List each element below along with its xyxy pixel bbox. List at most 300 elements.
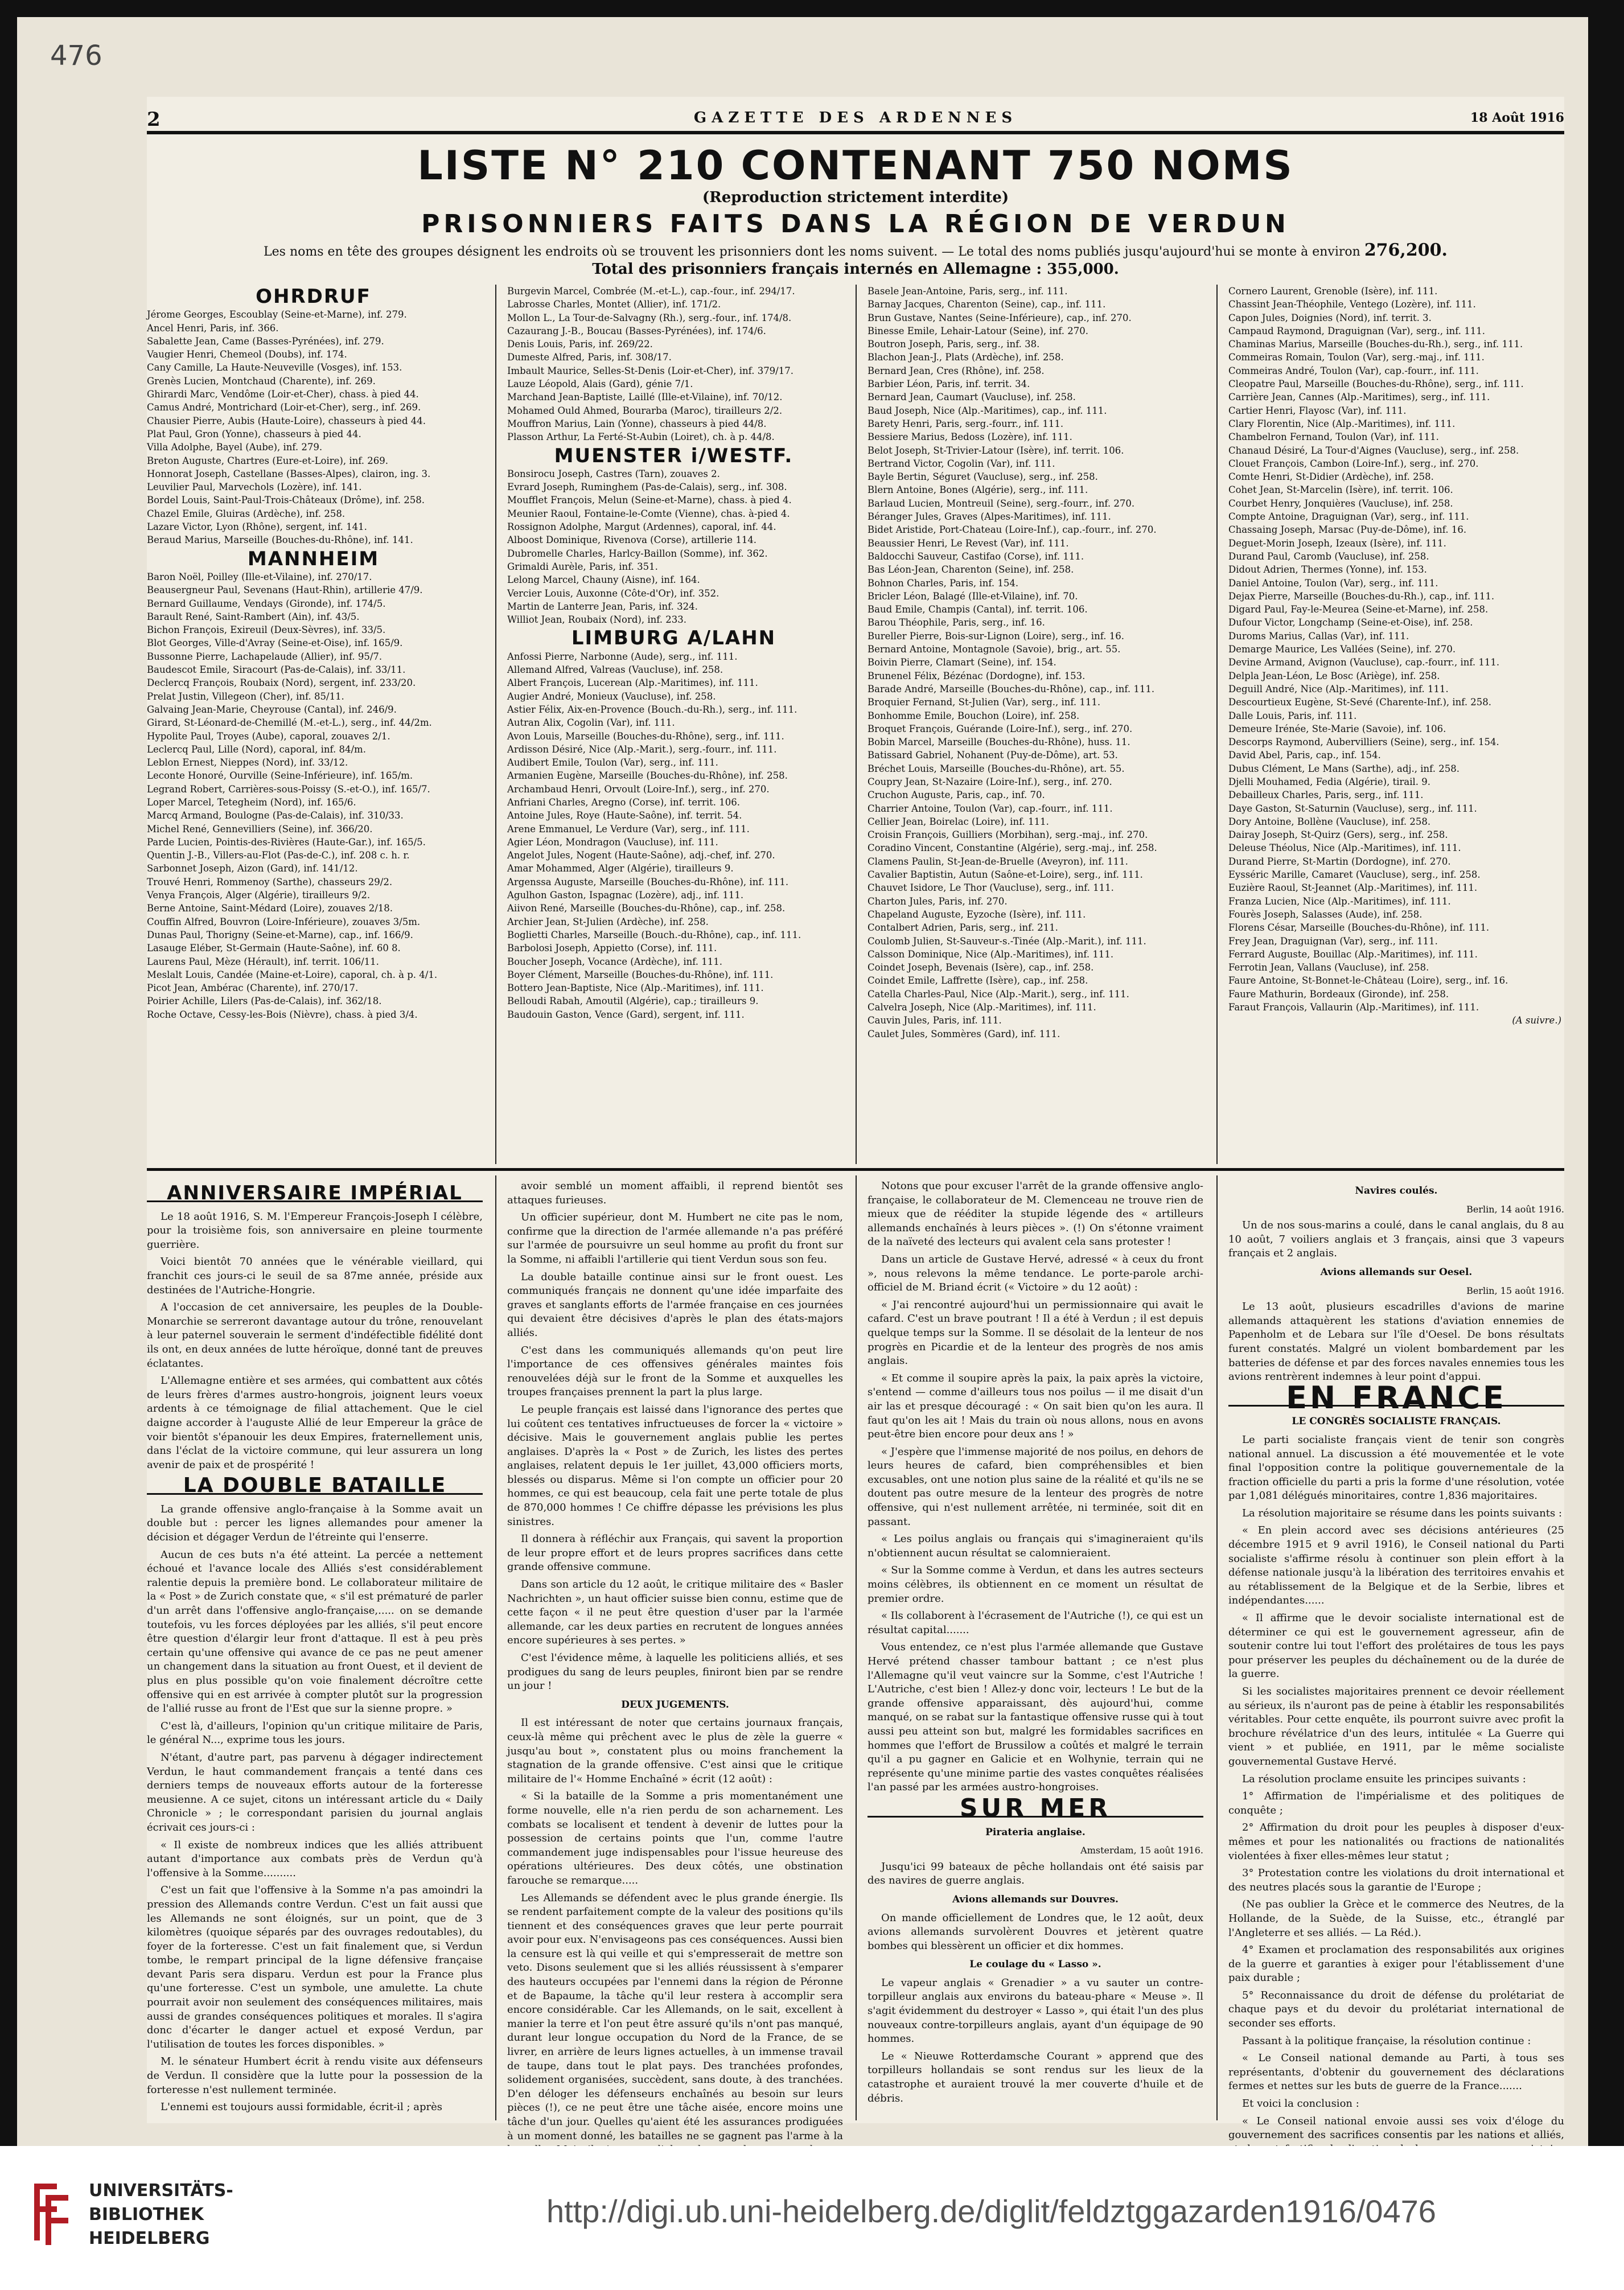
paragraph: Notons que pour excuser l'arrêt de la grande offensive anglo-française, le collaborateur de M. Clemenceau ne trouve rien de mieux que de rééditer la stupide légende des « artilleurs allemands enchaînés à leurs pièces ». (!) On s'étonne vraiment de la naïveté des lecteurs qui avalent cela sans protester !	[867, 1180, 1203, 1248]
prisoner-entry: Chauvet Isidore, Le Thor (Vaucluse), serg., inf. 111.	[867, 882, 1114, 894]
prisoner-entry: Argenssa Auguste, Marseille (Bouches-du-Rhône), inf. 111.	[507, 876, 789, 887]
paragraph: « Le Conseil national envoie aussi ses voix d'éloge du gouvernement des sacrifices consentis par les nations et alliés,	[1228, 2115, 1564, 2141]
prisoner-entry: Bobin Marcel, Marseille (Bouches-du-Rhône), huss. 11.	[867, 737, 1130, 748]
prisoner-entry: Bonhomme Emile, Bouchon (Loire), inf. 258.	[867, 710, 1080, 721]
paragraph: « Si la bataille de la Somme a pris momentanément une forme nouvelle, elle n'a rien perdu de son acharnement. Les combats se localisent et tendent à devenir de luttes pour la possession de certains points que l'un, comme l'autre commandement juge indispensables pour l'issue heureuse des opérations ultérieures. Des deux côtés, une obstination farouche se remarque.....	[507, 1790, 843, 1886]
prisoner-entry: Roche Octave, Cessy-les-Bois (Nièvre), chass. à pied 3/4.	[147, 1009, 418, 1020]
reproduction-note: (Reproduction strictement interdite)	[702, 189, 1009, 206]
prisoner-entry: Leconte Honoré, Ourville (Seine-Inférieure), inf. 165/m.	[147, 770, 413, 782]
prisoner-entry: Caulet Jules, Sommères (Gard), inf. 111.	[867, 1028, 1060, 1039]
prisoner-entry: Barault René, Saint-Rambert (Ain), inf. 43/5.	[147, 611, 360, 622]
article-body	[867, 1911, 1203, 1954]
list-title: LISTE N° 210 CONTENANT 750 NOMS	[417, 142, 1294, 189]
paragraph: 3° Protestation contre les violations du droit international et des neutres placés sous la garantie de l'Europe ;	[1228, 1867, 1564, 1893]
subheading-avions-oesel: Avions allemands sur Oesel.	[1320, 1266, 1473, 1278]
prisoner-entry: Plat Paul, Gron (Yonne), chasseurs à pied 44.	[147, 428, 361, 439]
section-divider	[147, 1168, 1564, 1171]
column-rule	[495, 1175, 496, 2120]
article-body	[147, 1503, 483, 2115]
prisoner-entry: Galvaing Jean-Marie, Cheyrouse (Cantal), inf. 246/9.	[147, 704, 397, 715]
prisoner-entry: Dejax Pierre, Marseille (Bouches-du-Rh.), cap., inf. 111.	[1228, 590, 1495, 602]
prisoner-entry: Labrosse Charles, Montet (Allier), inf. 171/2.	[507, 299, 721, 310]
column-rule	[1216, 285, 1218, 1164]
prisoner-entry: Beraud Marius, Marseille (Bouches-du-Rhône), inf. 141.	[147, 535, 413, 546]
article-body	[867, 1860, 1203, 1888]
prisoner-entry: Bréchet Louis, Marseille (Bouches-du-Rhône), art. 55.	[867, 763, 1125, 774]
prisoner-entry: David Abel, Paris, cap., inf. 154.	[1228, 750, 1381, 761]
prisoner-entry: Croisin François, Guilliers (Morbihan), serg.-maj., inf. 270.	[867, 829, 1148, 841]
prisoner-entry: Chassint Jean-Théophile, Ventego (Lozère), inf. 111.	[1228, 299, 1476, 310]
prisoner-entry: Sarbonnet Joseph, Aizon (Gard), inf. 141/12.	[147, 863, 358, 874]
prisoner-entry: Honnorat Joseph, Castellane (Basses-Alpes), clairon, ing. 3.	[147, 468, 431, 479]
prisoner-entry: Bernard Antoine, Montagnole (Savoie), brig., art. 55.	[867, 644, 1121, 655]
prisoner-entry: Descorps Raymond, Aubervilliers (Seine), serg., inf. 154.	[1228, 737, 1499, 748]
prisoner-entry: Cohet Jean, St-Marcelin (Isère), inf. territ. 106.	[1228, 484, 1453, 496]
prisoner-entry: Commeiras Romain, Toulon (Var), serg.-maj., inf. 111.	[1228, 352, 1485, 363]
prisoner-entry: Parde Lucien, Pointis-des-Rivières (Haute-Gar.), inf. 165/5.	[147, 836, 426, 848]
paragraph: Le « Nieuwe Rotterdamsche Courant » apprend que des torpilleurs hollandais se sont rendus sur les lieux de la catastrophe et auraient trouvé la mer couverte d'huile et de débris.	[867, 2050, 1203, 2104]
subheading-lasso: Le coulage du « Lasso ».	[969, 1959, 1101, 1971]
prisoner-entry: Capon Jules, Doignies (Nord), inf. territ. 3.	[1228, 312, 1432, 323]
prisoner-entry: Bussonne Pierre, Lachapelaude (Allier), inf. 95/7.	[147, 651, 383, 662]
prisoner-entry: Legrand Robert, Carrières-sous-Poissy (S.-et-O.), inf. 165/7.	[147, 783, 430, 795]
prisoner-entry: Martin de Lanterre Jean, Paris, inf. 324.	[507, 601, 698, 612]
prisoner-entry: Bernard Jean, Cres (Rhône), inf. 258.	[867, 365, 1045, 376]
prisoner-entry: Laurens Paul, Mèze (Hérault), inf. territ. 106/11.	[147, 956, 379, 967]
paragraph: Les Allemands se défendent avec le plus grande énergie. Ils se rendent parfaitement compte de la valeur des positions qu'ils tiennent et des conséquences graves que leur perte pourrait avoir pour eux. N'envisageons pas ces conséquences. Aussi bien la censure est là qui veille et qui s'empresserait de mettre son veto. Disons seulement que si les alliés réussissent à s'emparer des hauteurs occupées par l'ennemi dans la région de Péronne et de Bapaume, la tâche qu'il leur restera à accomplir sera encore considérable. Car les Allemands, on le sait, excellent à manier la terre et l'on peut être assuré qu'ils n'ont pas manqué, durant leur longue occupation du Nord de la France, de se livrer, en arrière de leurs lignes actuelles, à un immense travail de taupe, dans tout le plat pays. Des tranchées profondes, solidement organisées, succèdent, sans doute, à des tranchées. D'en déloger les défenseurs enchaînés au besoin sur leurs pièces (!), ce ne peut être une tâche aisée, encore moins une tâche d'un jour. Quelles qu'aient été les assurances prodiguées à un moment donné, les batailles ne se gagnent pas l'arme à la	[507, 1892, 843, 2142]
prisoner-entry: Boivin Pierre, Clamart (Seine), inf. 154.	[867, 657, 1056, 668]
paragraph: 4° Examen et proclamation des responsabilités aux origines de la guerre et garanties à exiger pour l'établissement d'une paix durable ;	[1228, 1944, 1564, 1984]
prisoner-entry: Dairay Joseph, St-Quirz (Gers), serg., inf. 258.	[1228, 829, 1448, 841]
prisoner-entry: Broquier Fernand, St-Julien (Var), serg., inf. 111.	[867, 697, 1101, 708]
prisoner-entry: Cruchon Auguste, Paris, cap., inf. 70.	[867, 790, 1045, 801]
margin-note: 476	[50, 40, 102, 72]
prisoner-entry: Moufflet François, Melun (Seine-et-Marne), chass. à pied 4.	[507, 495, 792, 506]
paragraph: Le vapeur anglais « Grenadier » a vu sauter un contre-torpilleur anglais aux environs du bateau-phare « Meuse ». Il s'agit évidemment du destroyer « Lasso », qui était l'un des plus nouveaux contre-torpilleurs anglais, ayant d'un équipage de 90 hommes.	[867, 1976, 1203, 2045]
prisoner-entry: Blachon Jean-J., Plats (Ardèche), inf. 258.	[867, 352, 1064, 363]
paragraph: « Il existe de nombreux indices que les alliés attribuent autant d'importance aux combats près de Verdun qu'à l'offensive à la Somme..........	[147, 1839, 483, 1879]
prisoner-entry: Barlaud Lucien, Montreuil (Seine), serg.-fourr., inf. 270.	[867, 498, 1135, 509]
prisoner-entry: Chapeland Auguste, Eyzoche (Isère), inf. 111.	[867, 908, 1086, 920]
prisoner-entry: Bayle Bertin, Séguret (Vaucluse), serg., inf. 258.	[867, 471, 1098, 483]
prisoner-entry: Beaussier Henri, Le Revest (Var), inf. 111.	[867, 537, 1069, 549]
prisoner-entry: Rossignon Adolphe, Margut (Ardennes), caporal, inf. 44.	[507, 521, 776, 533]
list-note-text: Les noms en tête des groupes désignent les endroits où se trouvent les prisonniers dont les noms suivent. — Le total des noms publiés jusqu'aujourd'hui se monte à environ	[264, 245, 1360, 259]
prisoner-entry: Daniel Antoine, Toulon (Var), serg., inf. 111.	[1228, 577, 1438, 589]
prisoner-entry: Mohamed Ould Ahmed, Bourarba (Maroc), tirailleurs 2/2.	[507, 405, 783, 416]
prisoner-entry: Durand Paul, Caromb (Vaucluse), inf. 258.	[1228, 550, 1429, 562]
paragraph: C'est là, d'ailleurs, l'opinion qu'un critique militaire de Paris, le général N..., exprime tous les jours.	[147, 1720, 483, 1746]
prisoner-entry: Cany Camille, La Haute-Neuveville (Vosges), inf. 153.	[147, 362, 402, 373]
prisoner-entry: Venya François, Alger (Algérie), tirailleurs 9/2.	[147, 890, 371, 901]
prisoner-entry: Loper Marcel, Tetegheim (Nord), inf. 165/6.	[147, 796, 356, 808]
prisoner-entry: Anfriani Charles, Aregno (Corse), inf. territ. 106.	[507, 796, 740, 808]
subheading-navires-coules: Navires coulés.	[1355, 1185, 1438, 1197]
article-column-3	[867, 1179, 1203, 2109]
prisoner-entry: Autran Alix, Cogolin (Var), inf. 111.	[507, 717, 675, 729]
prisoner-entry: Hypolite Paul, Troyes (Aube), caporal, zouaves 2/1.	[147, 730, 390, 742]
prisoner-entry: Dubromelle Charles, Harlcy-Baillon (Somme), inf. 362.	[507, 548, 768, 559]
prisoner-entry: Augier André, Monieux (Vaucluse), inf. 258.	[507, 690, 716, 702]
column-rule	[856, 1175, 857, 2120]
prisoner-entry: Ghirardi Marc, Vendôme (Loir-et-Cher), chass. à pied 44.	[147, 389, 419, 400]
prisoner-entry: Didout Adrien, Thermes (Yonne), inf. 153.	[1228, 564, 1427, 575]
prisoner-entry: Catella Charles-Paul, Nice (Alp.-Marit.), serg., inf. 111.	[867, 988, 1129, 1000]
scan-area	[17, 17, 1588, 2146]
prisoner-entry: Armanien Eugène, Marseille (Bouches-du-Rhône), inf. 258.	[507, 770, 788, 782]
paragraph: « En plein accord avec ses décisions antérieures (25 décembre 1915 et 9 avril 1916), le Conseil national du Parti socialiste s'affirme résolu à continuer son plein effort à la défense nationale jusqu'à la libération des territoires envahis et au rétablissement de la Belgique et de la Serbie, libres et indépendantes......	[1228, 1524, 1564, 1607]
prisoner-entry: Belloudi Rabah, Amoutil (Algérie), cap.; tirailleurs 9.	[507, 996, 759, 1007]
prisoner-entry: Barou Théophile, Paris, serg., inf. 16.	[867, 617, 1045, 628]
prisoner-entry: Commeiras André, Toulon (Var), cap.-fourr., inf. 111.	[1228, 365, 1479, 376]
prisoner-entry: Faure Mathurin, Bordeaux (Gironde), inf. 258.	[1228, 988, 1449, 1000]
prisoner-entry: Delpla Jean-Léon, Le Bosc (Ariège), inf. 258.	[1228, 670, 1440, 681]
prisoner-entry: Marchand Jean-Baptiste, Laillé (Ille-et-Vilaine), inf. 70/12.	[507, 392, 783, 403]
prisoner-entry: Beausergneur Paul, Sevenans (Haut-Rhin), artillerie 47/9.	[147, 585, 423, 596]
paragraph: avoir semblé un moment affaibli, il reprend bientôt ses attaques furieuses.	[507, 1180, 843, 1206]
paragraph: M. le sénateur Humbert écrit à rendu visite aux défenseurs de Verdun. Il considère que la lutte pour la possession de la forteresse n'est nullement terminée.	[147, 2055, 483, 2096]
prisoner-entry: Binesse Emile, Lehair-Latour (Seine), inf. 270.	[867, 325, 1089, 336]
list-total: Total des prisonniers français internés en Allemagne : 355,000.	[592, 261, 1119, 278]
page-number: 2	[147, 108, 161, 131]
prisoner-entry: Allemand Alfred, Valreas (Vaucluse), inf. 258.	[507, 664, 723, 676]
prisoner-entry: Bidet Aristide, Port-Chateau (Loire-Inf.), cap.-fourr., inf. 270.	[867, 524, 1157, 536]
prisoner-entry: Amar Mohammed, Alger (Algérie), tirailleurs 9.	[507, 863, 734, 874]
prisoner-entry: Dunas Paul, Thorigny (Seine-et-Marne), cap., inf. 166/9.	[147, 929, 413, 940]
paragraph: « J'ai rencontré aujourd'hui un permissionnaire qui avait le cafard. C'est un brave poutrant ! Il a été à Verdun ; il est depuis quelque temps sur la Somme. Il se désolait de la lenteur de nos progrès en Picardie et de la lenteur des progrès de nos amis anglais.	[867, 1298, 1203, 1367]
prisoner-entry: Boglietti Charles, Marseille (Bouch.-du-Rhône), cap., inf. 111.	[507, 929, 801, 940]
prisoner-entry: Angelot Jules, Nogent (Haute-Saône), adj.-chef, inf. 270.	[507, 850, 775, 861]
prisoner-entry: Deguill André, Nice (Alp.-Maritimes), inf. 111.	[1228, 683, 1449, 694]
subheading-deux-jugements: DEUX JUGEMENTS.	[621, 1699, 729, 1711]
prisoner-entry: Duroms Marius, Callas (Var), inf. 111.	[1228, 630, 1409, 642]
newspaper-name: GAZETTE DES ARDENNES	[693, 109, 1018, 126]
prisoner-entry: Dufour Victor, Longchamp (Seine-et-Oise), inf. 258.	[1228, 617, 1473, 628]
prisoner-column-1	[147, 285, 480, 1021]
paragraph: « Et comme il soupire après la paix, la paix après la victoire, s'entend — comme d'ailleurs tous nos poilus — il me disait d'un air las et presque découragé : « On sait bien qu'on les aura. Il faut qu'on les ait ! Mais du train où nous allons, nous en avons peut-être bien encore pour deux ans ! »	[867, 1372, 1203, 1441]
prisoner-entry: Brun Gustave, Nantes (Seine-Inférieure), cap., inf. 270.	[867, 312, 1132, 323]
prisoner-entry: Bordel Louis, Saint-Paul-Trois-Châteaux (Drôme), inf. 258.	[147, 495, 425, 506]
prisoner-entry: Cavalier Baptistin, Autun (Saône-et-Loire), serg., inf. 111.	[867, 869, 1143, 881]
prisoner-entry: Bernard Jean, Caumart (Vaucluse), inf. 258.	[867, 392, 1076, 403]
article-column-2	[507, 1179, 843, 2192]
prisoner-entry: Baldocchi Sauveur, Castifao (Corse), inf. 111.	[867, 550, 1084, 562]
prisoner-entry: Bureller Pierre, Bois-sur-Lignon (Loire), serg., inf. 16.	[867, 630, 1124, 642]
continued-note: (A suivre.)	[1512, 1015, 1561, 1026]
prisoner-entry: Euzière Raoul, St-Jeannet (Alp.-Maritimes), inf. 111.	[1228, 882, 1478, 894]
prisoner-entry: Béranger Jules, Graves (Alpes-Maritimes), inf. 111.	[867, 511, 1111, 523]
paragraph: Un de nos sous-marins a coulé, dans le canal anglais, du 8 au 10 août, 7 voiliers anglais et 3 français, ainsi que 3 vapeurs français et 2 anglais.	[1228, 1219, 1564, 1260]
library-name-line: HEIDELBERG	[89, 2229, 210, 2248]
camp-heading: LIMBURG A/LAHN	[571, 627, 776, 650]
subheading-avions-douvres: Avions allemands sur Douvres.	[952, 1893, 1119, 1905]
prisoner-entry: Chassaing Joseph, Marsac (Puy-de-Dôme), inf. 16.	[1228, 524, 1467, 536]
prisoner-column-3	[867, 285, 1200, 1041]
prisoner-entry: Vaugier Henri, Chemeol (Doubs), inf. 174.	[147, 349, 347, 360]
prisoner-entry: Bohnon Charles, Paris, inf. 154.	[867, 577, 1019, 589]
prisoner-entry: Archier Jean, St-Julien (Ardèche), inf. 258.	[507, 916, 709, 927]
library-name	[89, 2179, 233, 2251]
prisoner-entry: Grenès Lucien, Montchaud (Charente), inf. 269.	[147, 375, 376, 387]
prisoner-entry: Contalbert Adrien, Paris, serg., inf. 211.	[867, 922, 1058, 934]
prisoner-entry: Broquet François, Guérande (Loire-Inf.), serg., inf. 270.	[867, 723, 1133, 734]
prisoner-entry: Daye Gaston, St-Saturnin (Vaucluse), serg., inf. 111.	[1228, 803, 1477, 814]
prisoner-entry: Barbolosi Joseph, Appietto (Corse), inf. 111.	[507, 943, 717, 954]
paragraph: La double bataille continue ainsi sur le front ouest. Les communiqués français ne donnent qu'une idée imparfaite des graves et sanglants efforts de l'armée française en ces journées qui devaient être décisives d'après le plan des états-majors alliés.	[507, 1271, 843, 1339]
prisoner-entry: Arene Emmanuel, Le Verdure (Var), serg., inf. 111.	[507, 823, 750, 834]
prisoner-entry: Coindet Joseph, Bevenais (Isère), cap., inf. 258.	[867, 962, 1094, 973]
prisoner-entry: Cellier Jean, Boirelac (Loire), inf. 111.	[867, 816, 1049, 827]
article-body	[1228, 1433, 1564, 2170]
prisoner-entry: Barnay Jacques, Charenton (Seine), cap., inf. 111.	[867, 299, 1106, 310]
paragraph: L'Allemagne entière et ses armées, qui combattent aux côtés de leurs frères d'armes austro-hongrois, joignent leurs voeux ardents à ce témoignage de filial attachement. Que le ciel daigne accorder à l'auguste Allié de leur Empereur la grâce de voir bientôt s'épanouir les deux Empires, fraternellement unis, dans l'éclat de la victoire commune, qui leur assurera un long avenir de paix et de prospérité !	[147, 1375, 483, 1471]
prisoner-entry: Lauze Léopold, Alais (Gard), génie 7/1.	[507, 379, 693, 390]
paragraph: La résolution majoritaire se résume dans les points suivants :	[1242, 1507, 1563, 1519]
paragraph: Vous entendez, ce n'est plus l'armée allemande que Gustave Hervé prétend chasser tambour battant ; ce n'est plus l'Allemagne qu'il veut vaincre sur la Somme, c'est l'Autriche ! L'Autriche, c'est bien ! Allez-y donc voir, lecteurs ! Le but de la grande offensive apparaissant, dès aujourd'hui, comme manqué, on se rabat sur la fantastique offensive russe qui à tout aussi peu atteint son but, malgré les formidables sacrifices en hommes que l'effort de Brussilow a coûtés et malgré le terrain qu'il a pu gagner en Galicie et en Wolhynie, terrain qui ne représente qu'une minime partie des vastes conquêtes réalisées l'an passé par les armées austro-hongroises.	[867, 1641, 1203, 1794]
prisoner-entry: Poirier Achille, Lilers (Pas-de-Calais), inf. 362/18.	[147, 996, 382, 1007]
list-note-number: 276,200.	[1364, 240, 1448, 260]
prisoner-entry: Chaminas Marius, Marseille (Bouches-du-Rh.), serg., inf. 111.	[1228, 339, 1523, 350]
prisoner-entry: Frey Jean, Draguignan (Var), serg., inf. 111.	[1228, 935, 1438, 947]
paragraph: « Le Conseil national demande au Parti, à tous ses représentants, d'obtenir du gouvernement des déclarations fermes et nettes sur les buts de guerre de la France.......	[1228, 2052, 1564, 2092]
list-note	[147, 240, 1564, 260]
prisoner-entry: Michel René, Gennevilliers (Seine), inf. 366/20.	[147, 823, 373, 834]
dateline: Berlin, 14 août 1916.	[1466, 1203, 1564, 1215]
prisoner-entry: Faure Antoine, St-Bonnet-le-Château (Loire), serg., inf. 16.	[1228, 975, 1508, 986]
article-heading-sur-mer: SUR MER	[867, 1802, 1203, 1818]
prisoner-entry: Ferrard Auguste, Bouillac (Alp.-Maritimes), inf. 111.	[1228, 948, 1478, 960]
issue-date: 18 Août 1916	[1470, 110, 1564, 125]
prisoner-entry: Carrière Jean, Cannes (Alp.-Maritimes), serg., inf. 111.	[1228, 392, 1490, 403]
article-column-4	[1228, 1179, 1564, 2174]
prisoner-entry: Antoine Jules, Roye (Haute-Saône), inf. territ. 54.	[507, 810, 742, 821]
prisoner-entry: Fourès Joseph, Salasses (Aude), inf. 258.	[1228, 908, 1422, 920]
prisoner-entry: Charton Jules, Paris, inf. 270.	[867, 895, 1008, 907]
prisoner-entry: Demarge Maurice, Les Vallées (Seine), inf. 270.	[1228, 644, 1456, 655]
prisoner-entry: Cornero Laurent, Grenoble (Isère), inf. 111.	[1228, 286, 1438, 297]
prisoner-entry: Chazel Emile, Gluiras (Ardèche), inf. 258.	[147, 508, 346, 519]
prisoner-entry: Demeure Irénée, Ste-Marie (Savoie), inf. 106.	[1228, 723, 1446, 734]
prisoner-entry: Coindet Emile, Laffrette (Isère), cap., inf. 258.	[867, 975, 1088, 986]
article-body	[507, 1179, 843, 1693]
prisoner-entry: Djelli Mouhamed, Fedia (Algérie), tirail. 9.	[1228, 776, 1431, 787]
prisoner-entry: Baudescot Emile, Siracourt (Pas-de-Calais), inf. 33/11.	[147, 664, 406, 676]
prisoner-entry: Cauvin Jules, Paris, inf. 111.	[867, 1015, 1002, 1026]
paragraph: C'est dans les communiqués allemands qu'on peut lire l'importance de ces offensives générales maintes fois renouvelées déjà sur le front de la Somme et auxquelles les troupes françaises prennent la part la plus large.	[507, 1344, 843, 1399]
prisoner-entry: Clouet François, Cambon (Loire-Inf.), serg., inf. 270.	[1228, 458, 1479, 469]
prisoner-entry: Meslalt Louis, Candée (Maine-et-Loire), caporal, ch. à p. 4/1.	[147, 969, 438, 980]
prisoner-entry: Deleuse Théolus, Nice (Alp.-Maritimes), inf. 111.	[1228, 842, 1461, 854]
prisoner-entry: Descourtieux Eugène, St-Sevé (Charente-Inf.), inf. 258.	[1228, 697, 1492, 708]
prisoner-column-2	[507, 285, 840, 1021]
prisoner-entry: Baud Emile, Champis (Cantal), inf. territ. 106.	[867, 604, 1088, 615]
prisoner-entry: Chambelron Fernand, Toulon (Var), inf. 111.	[1228, 431, 1439, 443]
prisoner-entry: Grimaldi Aurèle, Paris, inf. 351.	[507, 561, 658, 572]
prisoner-entry: Girard, St-Léonard-de-Chemillé (M.-et-L.), serg., inf. 44/2m.	[147, 717, 432, 729]
prisoner-entry: Albert François, Lucerean (Alp.-Maritimes), inf. 111.	[507, 677, 758, 689]
paragraph: L'ennemi est toujours aussi formidable, écrit-il ; après	[161, 2101, 443, 2114]
prisoner-entry: Compte Antoine, Draguignan (Var), serg., inf. 111.	[1228, 511, 1469, 523]
paragraph: 1° Affirmation de l'impérialisme et des politiques de conquête ;	[1228, 1790, 1564, 1816]
prisoner-entry: Quentin J.-B., Villers-au-Flot (Pas-de-C.), inf. 208 c. h. r.	[147, 850, 410, 861]
prisoner-entry: Bottero Jean-Baptiste, Nice (Alp.-Maritimes), inf. 111.	[507, 982, 764, 994]
prisoner-entry: Declercq François, Roubaix (Nord), sergent, inf. 233/20.	[147, 677, 416, 689]
prisoner-entry: Coradino Vincent, Constantine (Algérie), serg.-maj., inf. 258.	[867, 842, 1157, 854]
prisoner-entry: Devine Armand, Avignon (Vaucluse), cap.-fourr., inf. 111.	[1228, 657, 1500, 668]
prisoner-entry: Bricler Léon, Balagé (Ille-et-Vilaine), inf. 70.	[867, 590, 1078, 602]
source-link[interactable]: http://digi.ub.uni-heidelberg.de/diglit/feldztggazarden1916/0476	[546, 2193, 1436, 2229]
prisoner-entry: Cartier Henri, Flayosc (Var), inf. 111.	[1228, 405, 1407, 416]
prisoner-entry: Williot Jean, Roubaix (Nord), inf. 233.	[507, 614, 686, 626]
prisoner-entry: Bernard Guillaume, Vendays (Gironde), inf. 174/5.	[147, 598, 386, 609]
article-body	[1228, 1219, 1564, 1261]
prisoner-entry: Coupry Jean, St-Nazaire (Loire-Inf.), serg., inf. 270.	[867, 776, 1112, 787]
paragraph: 5° Reconnaissance du droit de défense du prolétariat de chaque pays et du devoir du prolétariat international de seconder ses efforts.	[1228, 1989, 1564, 2030]
paragraph: « Il affirme que le devoir socialiste international est de déterminer ce qui est le gouvernement agresseur, afin de soutenir contre lui tout l'effort des prolétaires de tous les pays pour préserver les peuples du déchaînement ou de la durée de la guerre.	[1228, 1612, 1564, 1680]
paragraph: Le 18 août 1916, S. M. l'Empereur François-Joseph I célèbre, pour la troisième fois, son anniversaire en pleine tourmente guerrière.	[147, 1210, 483, 1251]
paragraph: On mande officiellement de Londres que, le 12 août, deux avions allemands survolèrent Douvres et jetèrent quatre bombes qui blessèrent un officier et dix hommes.	[867, 1911, 1203, 1952]
prisoner-entry: Courbet Henry, Jonquières (Vaucluse), inf. 258.	[1228, 498, 1453, 509]
prisoner-entry: Franza Lucien, Nice (Alp.-Maritimes), inf. 111.	[1228, 895, 1451, 907]
paragraph: Il est intéressant de noter que certains journaux français, ceux-là même qui prêchent avec le plus de zèle la guerre « jusqu'au bout », constatent plus ou moins franchement la stagnation de la grande offensive. C'est ainsi que le critique militaire de l'« Homme Enchaîné » écrit (12 août) :	[507, 1717, 843, 1785]
prisoner-entry: Durand Pierre, St-Martin (Dordogne), inf. 270.	[1228, 856, 1451, 867]
paragraph: Il donnera à réfléchir aux Français, qui savent la proportion de leur propre effort et de leurs propres sacrifices dans cette grande offensive commune.	[507, 1533, 843, 1573]
prisoner-entry: Boyer Clément, Marseille (Bouches-du-Rhône), inf. 111.	[507, 969, 774, 980]
article-body	[1228, 1300, 1564, 1384]
prisoner-entry: Bichon François, Exireuil (Deux-Sèvres), inf. 33/5.	[147, 624, 386, 636]
paragraph: A l'occasion de cet anniversaire, les peuples de la Double-Monarchie se serreront davantage autour du trône, renouvelant à leur paternel souverain le serment d'indéfectible fidélité dont ils ont, en deux années de lutte héroïque, donné tant de preuves éclatantes.	[147, 1301, 483, 1370]
paragraph: « Sur la Somme comme à Verdun, et dans les autres secteurs moins célèbres, ils obtiennent en ce moment un résultat de premier ordre.	[867, 1564, 1203, 1605]
article-heading-anniversaire: ANNIVERSAIRE IMPÉRIAL	[147, 1186, 483, 1202]
prisoner-entry: Blern Antoine, Bones (Algérie), serg., inf. 111.	[867, 484, 1088, 496]
prisoner-entry: Barety Henri, Paris, serg.-fourr., inf. 111.	[867, 418, 1064, 429]
article-body	[867, 1179, 1203, 1795]
prisoner-entry: Barade André, Marseille (Bouches-du-Rhône), cap., inf. 111.	[867, 683, 1155, 694]
paragraph: Et voici la conclusion :	[1242, 2098, 1359, 2110]
prisoner-entry: Agulhon Gaston, Ispagnac (Lozère), adj., inf. 111.	[507, 890, 744, 901]
prisoner-column-4	[1228, 285, 1561, 1027]
prisoner-entry: Imbault Maurice, Selles-St-Denis (Loir-et-Cher), inf. 379/17.	[507, 365, 794, 376]
prisoner-entry: Boucher Joseph, Vocance (Ardèche), inf. 111.	[507, 956, 722, 967]
prisoner-entry: Dubus Clément, Le Mans (Sarthe), adj., inf. 258.	[1228, 763, 1459, 774]
prisoner-entry: Camus André, Montrichard (Loir-et-Cher), serg., inf. 269.	[147, 402, 421, 413]
prisoner-entry: Debailleux Charles, Paris, serg., inf. 111.	[1228, 790, 1424, 801]
prisoner-entry: Bas Léon-Jean, Charenton (Seine), inf. 258.	[867, 564, 1074, 575]
prisoner-entry: Mouffron Marius, Lain (Yonne), chasseurs à pied 44/8.	[507, 418, 767, 429]
prisoner-entry: Lasauge Eléber, St-Germain (Haute-Saône), inf. 60 8.	[147, 943, 401, 954]
prisoner-entry: Charrier Antoine, Toulon (Var), cap.-fourr., inf. 111.	[867, 803, 1113, 814]
article-heading-double-bataille: LA DOUBLE BATAILLE	[147, 1479, 483, 1495]
prisoner-entry: Archambaud Henri, Orvoult (Loire-Inf.), serg., inf. 270.	[507, 783, 770, 795]
paragraph: Dans un article de Gustave Hervé, adressé « à ceux du front », nous relevons la même tendance. Le porte-parole archi-officiel de M. Briand écrit (« Victoire » du 12 août) :	[867, 1253, 1203, 1294]
paragraph: C'est un fait que l'offensive à la Somme n'a pas amoindri la pression des Allemands contre Verdun. C'est un fait aussi que les Allemands ne sont éloignés, sur un point, que de 3 kilomètres (quoique séparés par des ouvrages redoutables), du foyer de la forteresse. C'est un fait finalement que, si Verdun tombe, le rempart principal de la ligne défensive française devant Paris sera disparu. Verdun est pour la France plus qu'une forteresse. C'est un symbole, une amulette. La chute pourrait avoir non seulement des conséquences militaires, mais aussi de grandes conséquences politiques et morales. Il s'agira donc d'écarter le danger actuel et exposé Verdun, par l'utilisation de toutes les forces disponibles. »	[147, 1884, 483, 2050]
prisoner-entry: Baron Noël, Poilley (Ille-et-Vilaine), inf. 270/17.	[147, 571, 372, 582]
prisoner-entry: Dory Antoine, Bollène (Vaucluse), inf. 258.	[1228, 816, 1431, 827]
prisoner-entry: Villa Adolphe, Bayel (Aube), inf. 279.	[147, 442, 323, 453]
column-rule	[495, 285, 496, 1164]
prisoner-entry: Brunenel Félix, Bézénac (Dordogne), inf. 153.	[867, 670, 1086, 681]
prisoner-entry: Plasson Arthur, La Ferté-St-Aubin (Loiret), ch. à p. 44/8.	[507, 431, 775, 443]
prisoner-entry: Chanaud Désiré, La Tour-d'Aignes (Vaucluse), serg., inf. 258.	[1228, 445, 1519, 456]
paragraph: C'est l'évidence même, à laquelle les politiciens alliés, et ses prodigues du sang de leurs peuples, finiront bien par se rendre un jour !	[507, 1652, 843, 1692]
prisoner-entry: Belot Joseph, St-Trivier-Latour (Isère), inf. territ. 106.	[867, 445, 1124, 456]
prisoner-entry: Cleopatre Paul, Marseille (Bouches-du-Rhône), serg., inf. 111.	[1228, 379, 1524, 390]
prisoner-entry: Barbier Léon, Paris, inf. territ. 34.	[867, 379, 1030, 390]
prisoner-entry: Leclercq Paul, Lille (Nord), caporal, inf. 84/m.	[147, 743, 366, 755]
prisoner-entry: Trouvé Henri, Rommenoy (Sarthe), chasseurs 29/2.	[147, 876, 393, 887]
paragraph: Un officier supérieur, dont M. Humbert ne cite pas le nom, confirme que la direction de l'armée allemande n'a pas préféré sur l'armée de poursuivre un seul homme au profit du front sur la Somme, ni affaibli l'artillerie qui tient Verdun sous son feu.	[507, 1211, 843, 1265]
prisoner-entry: Clary Florentin, Nice (Alp.-Maritimes), inf. 111.	[1228, 418, 1456, 429]
paragraph: Voici bientôt 70 années que le vénérable vieillard, qui franchit ces jours-ci le seuil de sa 87me année, préside aux destinées de l'Autriche-Hongrie.	[147, 1256, 483, 1296]
prisoner-entry: Clamens Paulin, St-Jean-de-Bruelle (Aveyron), inf. 111.	[867, 856, 1128, 867]
prisoner-entry: Anfossi Pierre, Narbonne (Aude), serg., inf. 111.	[507, 651, 738, 662]
prisoner-entry: Deguet-Morin Joseph, Izeaux (Isère), inf. 111.	[1228, 537, 1446, 549]
prisoner-entry: Berne Antoine, Saint-Médard (Loire), zouaves 2/18.	[147, 903, 393, 914]
prisoner-entry: Batissard Gabriel, Nohanent (Puy-de-Dôme), art. 53.	[867, 750, 1118, 761]
prisoner-entry: Alboost Dominique, Rivenova (Corse), artillerie 114.	[507, 535, 757, 546]
paragraph: N'étant, d'autre part, pas parvenu à dégager indirectement Verdun, le haut commandement français a tenté dans ces derniers temps de nouveaux efforts autour de la forteresse meusienne. A ce sujet, citons un intéressant article du « Daily Chronicle » ; le correspondant parisien du journal anglais écrivait ces jours-ci :	[147, 1751, 483, 1833]
list-subtitle: PRISONNIERS FAITS DANS LA RÉGION DE VERDUN	[421, 209, 1290, 239]
prisoner-entry: Bertrand Victor, Cogolin (Var), inf. 111.	[867, 458, 1055, 469]
prisoner-entry: Bonsirocu Joseph, Castres (Tarn), zouaves 2.	[507, 468, 720, 479]
camp-heading: OHRDRUF	[256, 285, 371, 308]
prisoner-entry: Calsson Dominique, Nice (Alp.-Maritimes), inf. 111.	[867, 948, 1114, 960]
prisoner-entry: Basele Jean-Antoine, Paris, serg., inf. 111.	[867, 286, 1068, 297]
article-body	[867, 1976, 1203, 2106]
paragraph: (Ne pas oublier la Grèce et le commerce des Neutres, de la Hollande, de la Suède, de la Suisse, etc., étranglé par l'Angleterre et ses alliés. — La Réd.).	[1228, 1898, 1564, 1939]
prisoner-entry: Couffin Alfred, Bouvron (Loire-Inférieure), zouaves 3/5m.	[147, 916, 421, 927]
prisoner-entry: Dumeste Alfred, Paris, inf. 308/17.	[507, 352, 672, 363]
library-name-line: BIBLIOTHEK	[89, 2205, 204, 2225]
prisoner-entry: Burgevin Marcel, Combrée (M.-et-L.), cap.-four., inf. 294/17.	[507, 286, 795, 297]
prisoner-entry: Prelat Justin, Villegeon (Cher), inf. 85/11.	[147, 690, 344, 702]
running-header	[147, 108, 1564, 134]
paragraph: Le 13 août, plusieurs escadrilles d'avions de marine allemands attaquèrent les stations d'aviation ennemies de Papenholm et de Lebara sur l'île d'Oesel. De bons résultats furent constatés. Malgré un violent bombardement par les batteries de défense et par des forces navales ennemies tous les avions rentrèrent indemnes à leur point d'appui.	[1228, 1301, 1564, 1383]
subheading-piraterie: Pirateria anglaise.	[985, 1826, 1086, 1838]
prisoner-entry: Agier Léon, Mondragon (Vaucluse), inf. 111.	[507, 836, 718, 848]
prisoner-entry: Meunier Raoul, Fontaine-le-Comte (Vienne), chas. à-pied 4.	[507, 508, 790, 519]
subheading-congres: LE CONGRÈS SOCIALISTE FRANÇAIS.	[1292, 1416, 1501, 1428]
column-rule	[1216, 1175, 1218, 2120]
dateline: Berlin, 15 août 1916.	[1466, 1285, 1564, 1296]
paragraph: « Les poilus anglais ou français qui s'imagineraient qu'ils n'obtiennent aucun résultat se calomnieraient.	[867, 1533, 1203, 1559]
paragraph: Passant à la politique française, la résolution continue :	[1242, 2034, 1531, 2047]
prisoner-entry: Dalle Louis, Paris, inf. 111.	[1228, 710, 1357, 721]
prisoner-entry: Audibert Emile, Toulon (Var), serg., inf. 111.	[507, 757, 718, 768]
prisoner-entry: Comte Henri, St-Didier (Ardèche), inf. 258.	[1228, 471, 1434, 483]
paragraph: Le peuple français est laissé dans l'ignorance des pertes que lui coûtent ces tentatives infructueuses de forcer la « victoire » décisive. Mais le gouvernement anglais publie les pertes anglaises. D'après la « Post » de Zurich, les listes des pertes anglaises, relatent depuis le 1er juillet, 43,000 officiers morts, blessés ou disparus. Même si l'on compte un officier pour 20 hommes, ce qui est beaucoup, cela fait une perte totale de plus de 870,000 hommes ! Ce chiffre dépasse les prévisions les plus sinistres.	[507, 1403, 843, 1528]
prisoner-entry: Aiivon René, Marseille (Bouches-du-Rhône), cap., inf. 258.	[507, 903, 786, 914]
paragraph: Dans son article du 12 août, le critique militaire des « Basler Nachrichten », un haut officier suisse bien connu, estime que de cette façon « il ne peut être question d'user par la l'armée allemande, car les deux parties en recrutent de longues années encore supérieures à ses pertes. »	[507, 1578, 843, 1647]
prisoner-entry: Denis Louis, Paris, inf. 269/22.	[507, 339, 653, 350]
prisoner-entry: Boutron Joseph, Paris, serg., inf. 38.	[867, 339, 1040, 350]
prisoner-entry: Breton Auguste, Chartres (Eure-et-Loire), inf. 269.	[147, 455, 388, 466]
prisoner-entry: Picot Jean, Ambérac (Charente), inf. 270/17.	[147, 982, 359, 994]
prisoner-entry: Ferrotin Jean, Vallans (Vaucluse), inf. 258.	[1228, 962, 1429, 973]
prisoner-entry: Florens César, Marseille (Bouches-du-Rhône), inf. 111.	[1228, 922, 1490, 934]
prisoner-entry: Bessiere Marius, Bedoss (Lozère), inf. 111.	[867, 431, 1072, 443]
prisoner-entry: Eysséric Marille, Camaret (Vaucluse), serg., inf. 258.	[1228, 869, 1481, 881]
paragraph: Le parti socialiste français vient de tenir son congrès national annuel. La discussion a été mouvementée et le vote final l'opposition contre la politique gouvernementale de la fraction officielle du parti a pris la forme d'une résolution, votée par 1,081 délégués minoritaires, contre 1,836 majoritaires.	[1228, 1433, 1564, 1502]
column-rule	[856, 285, 857, 1164]
prisoner-entry: Evrard Joseph, Ruminghem (Pas-de-Calais), serg., inf. 308.	[507, 482, 787, 493]
prisoner-entry: Cazaurang J.-B., Boucau (Basses-Pyrénées), inf. 174/6.	[507, 325, 766, 336]
prisoner-entry: Baud Joseph, Nice (Alp.-Maritimes), cap., inf. 111.	[867, 405, 1107, 416]
university-logo-icon	[17, 2178, 74, 2246]
prisoner-entry: Blot Georges, Ville-d'Avray (Seine-et-Oise), inf. 165/9.	[147, 638, 403, 649]
library-name-line: UNIVERSITÄTS-	[89, 2181, 233, 2201]
prisoner-entry: Calvelra Joseph, Nice (Alp.-Maritimes), inf. 111.	[867, 1002, 1096, 1013]
